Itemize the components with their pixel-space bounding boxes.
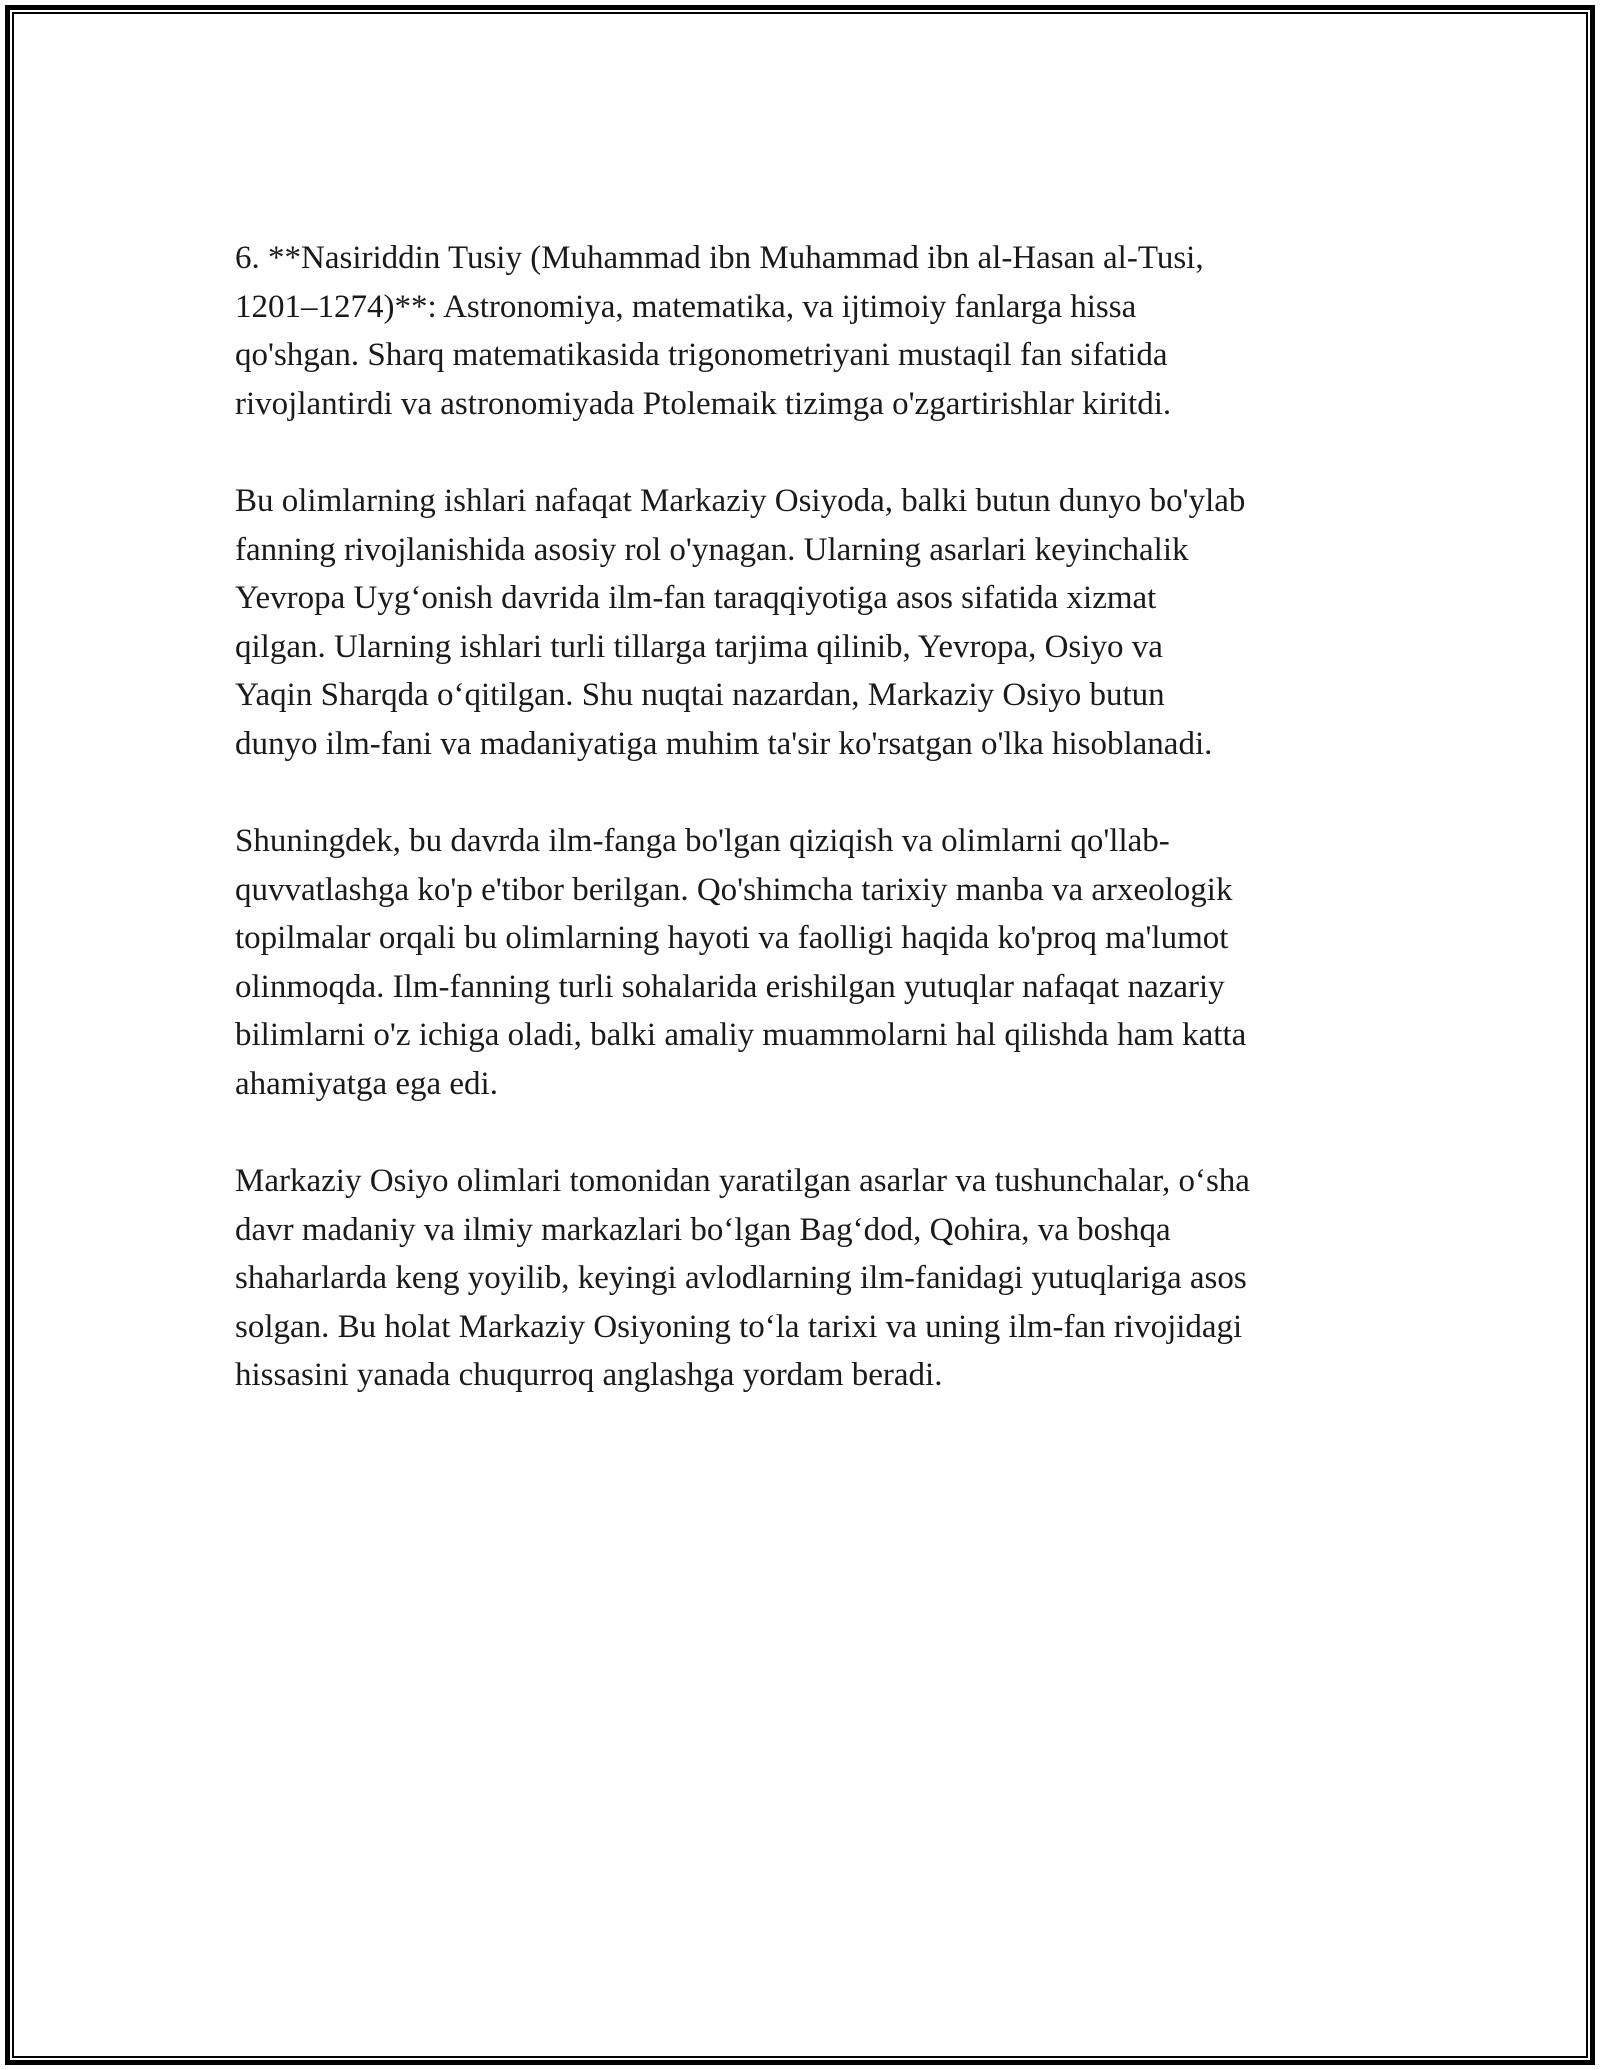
paragraph-tusiy: 6. **Nasiriddin Tusiy (Muhammad ibn Muhammad ibn al-Hasan al-Tusi, 1201–1274)**: Astronomiya, matematika, va ijtimoiy fanlarga hissa qo'shgan. Sharq matematikasida trigonometriyani mustaqil fan sifatida rivojlantirdi va astronomiyada Ptolemaik tizimga o'zgartirishlar kiritdi.: [235, 240, 1204, 422]
paragraph-global-influence: Bu olimlarning ishlari nafaqat Markaziy Osiyoda, balki butun dunyo bo'ylab fanning rivojlanishida asosiy rol o'ynagan. Ularning asarlari keyinchalik Yevropa Uygʻonish davrida ilm-fan taraqqiyotiga asos sifatida xizmat qilgan. Ularning ishlari turli tillarga tarjima qilinib, Yevropa, Osiyo va Yaqin Sharqda oʻqitilgan. Shu nuqtai nazardan, Markaziy Osiyo butun dunyo ilm-fani va madaniyatiga muhim ta'sir ko'rsatgan o'lka hisoblanadi.: [235, 483, 1246, 762]
paragraph-support-for-science: Shuningdek, bu davrda ilm-fanga bo'lgan qiziqish va olimlarni qo'llab- quvvatlashga ko'p e'tibor berilgan. Qo'shimcha tarixiy manba va arxeologik topilmalar orqali bu olimlarning hayoti va faolligi haqida ko'proq ma'lumot olinmoqda. Ilm-fanning turli sohalarida erishilgan yutuqlar nafaqat nazariy bilimlarni o'z ichiga oladi, balki amaliy muammolarni hal qilishda ham katta ahamiyatga ega edi.: [235, 823, 1247, 1102]
document-body: [235, 234, 1370, 1449]
paragraph-spread-of-works: Markaziy Osiyo olimlari tomonidan yaratilgan asarlar va tushunchalar, oʻsha davr madaniy va ilmiy markazlari boʻlgan Bagʻdod, Qohira, va boshqa shaharlarda keng yoyilib, keyingi avlodlarning ilm-fanidagi yutuqlariga asos solgan. Bu holat Markaziy Osiyoning toʻla tarixi va uning ilm-fan rivojidagi hissasini yanada chuqurroq anglashga yordam beradi.: [235, 1163, 1250, 1393]
